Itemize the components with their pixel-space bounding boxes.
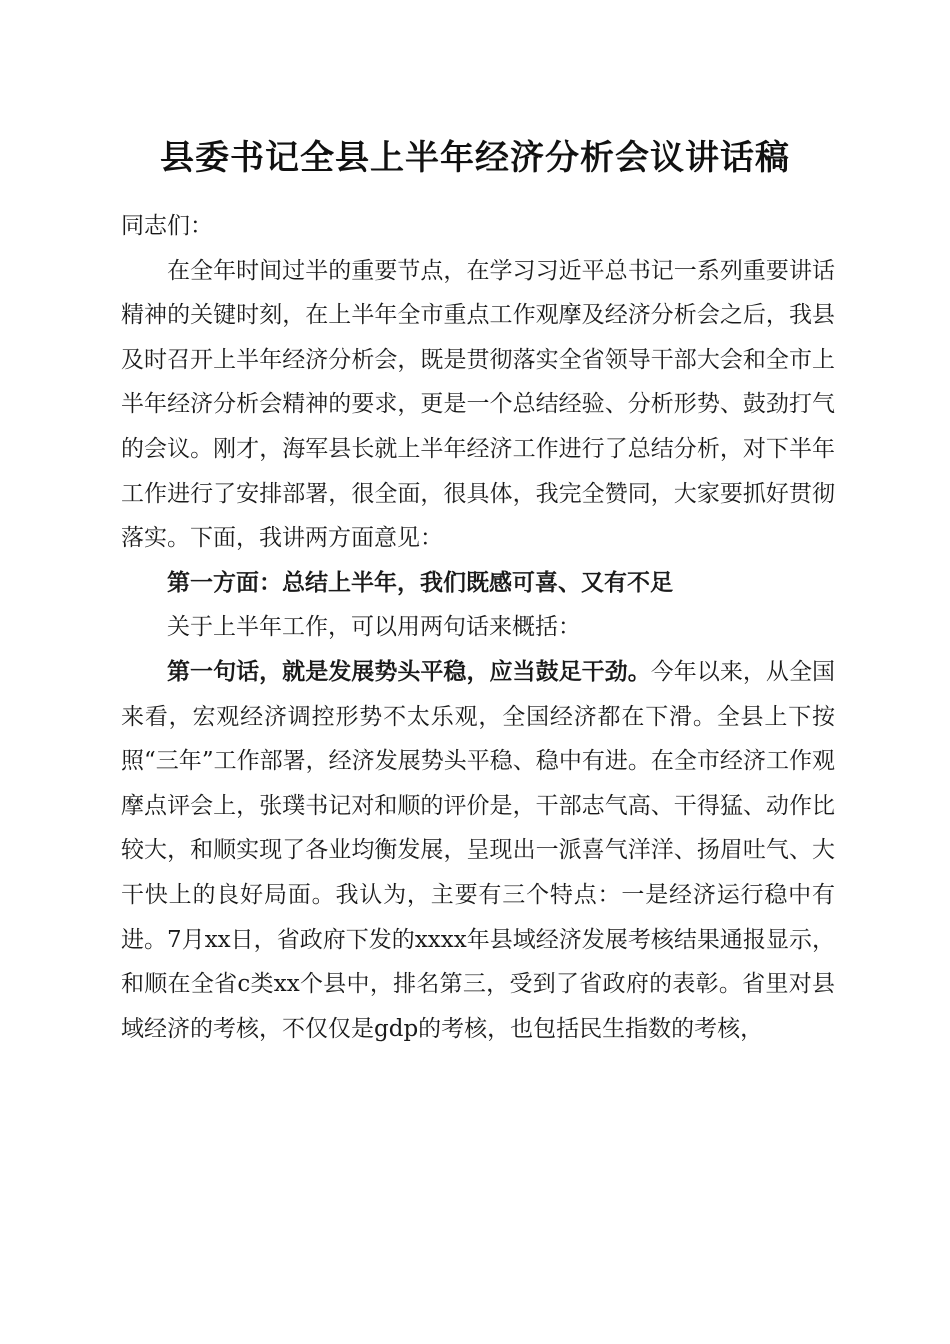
first-point-lead: 第一句话，就是发展势头平稳，应当鼓足干劲。 <box>167 657 651 685</box>
document-body <box>121 204 835 1051</box>
paragraph-first-point <box>121 650 835 1051</box>
section-heading: 第一方面：总结上半年，我们既感可喜、又有不足 <box>167 568 673 596</box>
salutation: 同志们： <box>121 213 213 239</box>
document-title: 县委书记全县上半年经济分析会议讲话稿 <box>160 138 790 178</box>
paragraph-intro: 在全年时间过半的重要节点，在学习习近平总书记一系列重要讲话精神的关键时刻，在上半年全市重点工作观摩及经济分析会之后，我县及时召开上半年经济分析会，既是贯彻落实全省领导干部大会和全市上半年经济分析会精神的要求，更是一个总结经验、分析形势、鼓劲打气的会议。刚才，海军县长就上半年经济工作进行了总结分析，对下半年工作进行了安排部署，很全面，很具体，我完全赞同，大家要抓好贯彻落实。下面，我讲两方面意见： <box>121 257 835 552</box>
first-point-text: 今年以来，从全国来看，宏观经济调控形势不太乐观，全国经济都在下滑。全县上下按照“三年”工作部署，经济发展势头平稳、稳中有进。在全市经济工作观摩点评会上，张璞书记对和顺的评价是，干部志气高、干得猛、动作比较大，和顺实现了各业均衡发展，呈现出一派喜气洋洋、扬眉吐气、大干快上的良好局面。我认为，主要有三个特点：一是经济运行稳中有进。7月xx日，省政府下发的xxxx年县域经济发展考核结果通报显示，和顺在全省c类xx个县中，排名第三，受到了省政府的表彰。省里对县域经济的考核，不仅仅是gdp的考核，也包括民生指数的考核， <box>121 658 836 1042</box>
paragraph-summary-intro: 关于上半年工作，可以用两句话来概括： <box>167 614 581 641</box>
